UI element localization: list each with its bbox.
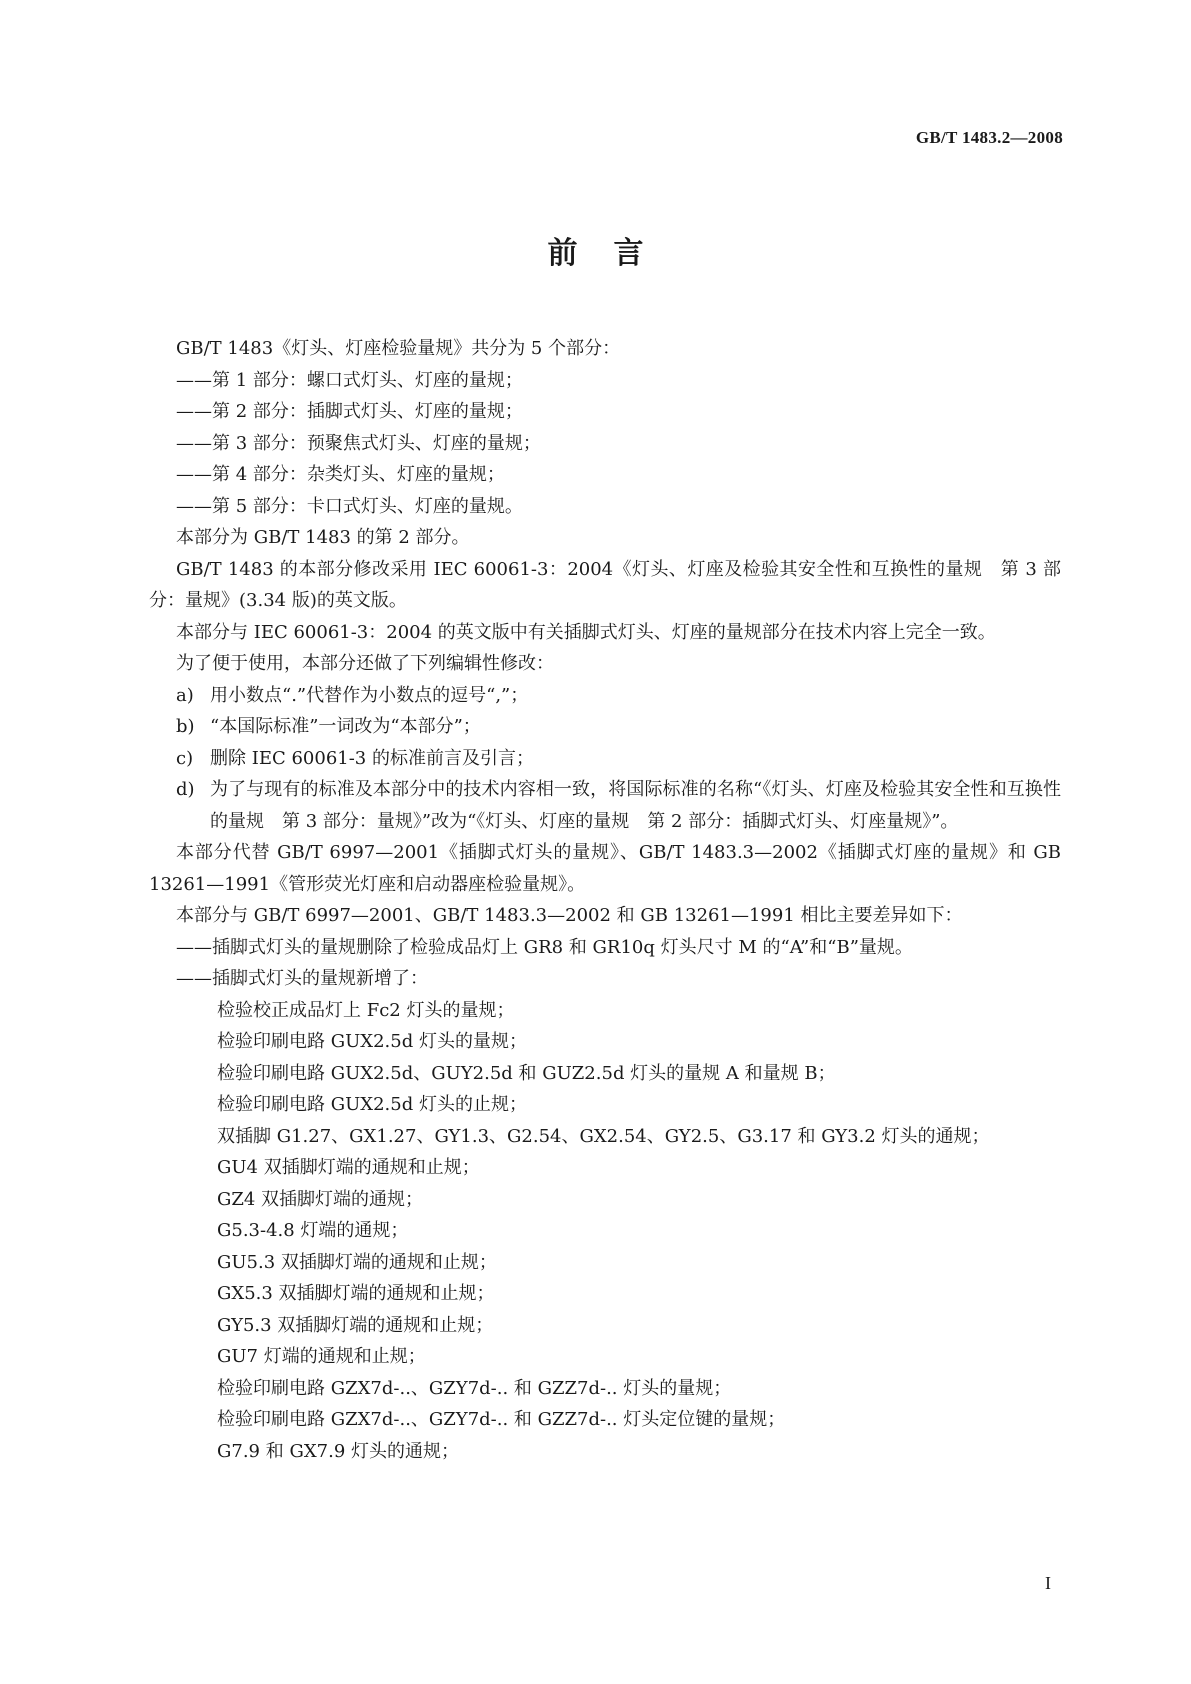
list-text: “本国际标准”一词改为“本部分”； <box>210 716 481 737</box>
new-gauge-item: 检验印刷电路 GUX2.5d、GUY2.5d 和 GUZ2.5d 灯头的量规 A 和量规 B； <box>217 1062 836 1084</box>
list-text: 删除 IEC 60061-3 的标准前言及引言； <box>210 747 534 769</box>
edit-item-c <box>149 743 1061 775</box>
list-label: a) <box>176 684 194 706</box>
new-gauge-item: 检验印刷电路 GUX2.5d 灯头的止规； <box>217 1094 527 1115</box>
part-list-item: ——第 2 部分：插脚式灯头、灯座的量规； <box>176 401 523 422</box>
new-gauge-item: G5.3-4.8 灯端的通规； <box>217 1220 409 1241</box>
new-gauge-item: 检验印刷电路 GZX7d-..、GZY7d-.. 和 GZZ7d-.. 灯头的量规； <box>217 1377 732 1399</box>
list-label: c) <box>176 747 194 769</box>
new-gauge-item: 检验印刷电路 GZX7d-..、GZY7d-.. 和 GZZ7d-.. 灯头定位键的量规； <box>217 1409 786 1430</box>
new-gauge-item: G7.9 和 GX7.9 灯头的通规； <box>217 1440 459 1462</box>
edit-item-b <box>149 711 1061 743</box>
new-gauge-item: GX5.3 双插脚灯端的通规和止规； <box>217 1283 495 1304</box>
page-number: I <box>1045 1573 1051 1593</box>
new-gauge-item: 检验印刷电路 GUX2.5d 灯头的量规； <box>217 1031 527 1052</box>
part-list-item: ——第 3 部分：预聚焦式灯头、灯座的量规； <box>176 432 541 454</box>
part-list-item: ——第 4 部分：杂类灯头、灯座的量规； <box>176 464 505 485</box>
new-gauge-item: GU4 双插脚灯端的通规和止规； <box>217 1157 480 1178</box>
edit-item-a <box>149 680 1061 712</box>
standard-number: GB/T 1483.2—2008 <box>915 128 1063 147</box>
new-gauge-item: GZ4 双插脚灯端的通规； <box>217 1188 424 1210</box>
list-text: 为了与现有的标准及本部分中的技术内容相一致，将国际标准的名称“《灯头、灯座及检验其安全性和互换性的量规 第 3 部分：量规》”改为“《灯头、灯座的量规 第 2 部分：插脚式灯头、灯座量规》”。 <box>210 779 1061 832</box>
new-gauge-item: 双插脚 G1.27、GX1.27、GY1.3、G2.54、GX2.54、GY2.5、G3.17 和 GY3.2 灯头的通规； <box>217 1125 990 1147</box>
list-text: 用小数点“.”代替作为小数点的逗号“,”； <box>210 684 529 706</box>
part-list-item: ——第 1 部分：螺口式灯头、灯座的量规； <box>176 369 523 391</box>
this-part-statement: 本部分为 GB/T 1483 的第 2 部分。 <box>176 527 470 548</box>
new-gauge-item: 检验校正成品灯上 Fc2 灯头的量规； <box>217 999 515 1021</box>
edits-lead: 为了便于使用，本部分还做了下列编辑性修改： <box>176 653 554 674</box>
preface-body <box>149 333 1061 1467</box>
new-gauge-item: GU5.3 双插脚灯端的通规和止规； <box>217 1251 497 1273</box>
part-list-item: ——第 5 部分：卡口式灯头、灯座的量规。 <box>176 495 523 517</box>
difference-item: ——插脚式灯头的量规删除了检验成品灯上 GR8 和 GR10q 灯头尺寸 M 的“A”和“B”量规。 <box>176 936 913 958</box>
parts-lead: GB/T 1483《灯头、灯座检验量规》共分为 5 个部分： <box>176 338 621 359</box>
new-gauge-item: GY5.3 双插脚灯端的通规和止规； <box>217 1314 494 1336</box>
difference-item: ——插脚式灯头的量规新增了： <box>176 968 428 989</box>
differences-lead: 本部分与 GB/T 6997—2001、GB/T 1483.3—2002 和 GB 13261—1991 相比主要差异如下： <box>176 905 963 926</box>
replaces-paragraph: 本部分代替 GB/T 6997—2001《插脚式灯头的量规》、GB/T 1483.3—2002《插脚式灯座的量规》和 GB 13261—1991《管形荧光灯座和启动器座检验量规》。 <box>149 842 1061 895</box>
adoption-paragraph: GB/T 1483 的本部分修改采用 IEC 60061-3：2004《灯头、灯座及检验其安全性和互换性的量规 第 3 部分：量规》(3.34 版)的英文版。 <box>149 558 1061 611</box>
page-title: 前言 <box>547 236 680 271</box>
list-label: d) <box>176 779 195 800</box>
new-gauge-item: GU7 灯端的通规和止规； <box>217 1346 426 1367</box>
list-label: b) <box>176 716 195 737</box>
edit-item-d <box>149 774 1061 837</box>
consistency-paragraph: 本部分与 IEC 60061-3：2004 的英文版中有关插脚式灯头、灯座的量规部分在技术内容上完全一致。 <box>176 621 996 643</box>
